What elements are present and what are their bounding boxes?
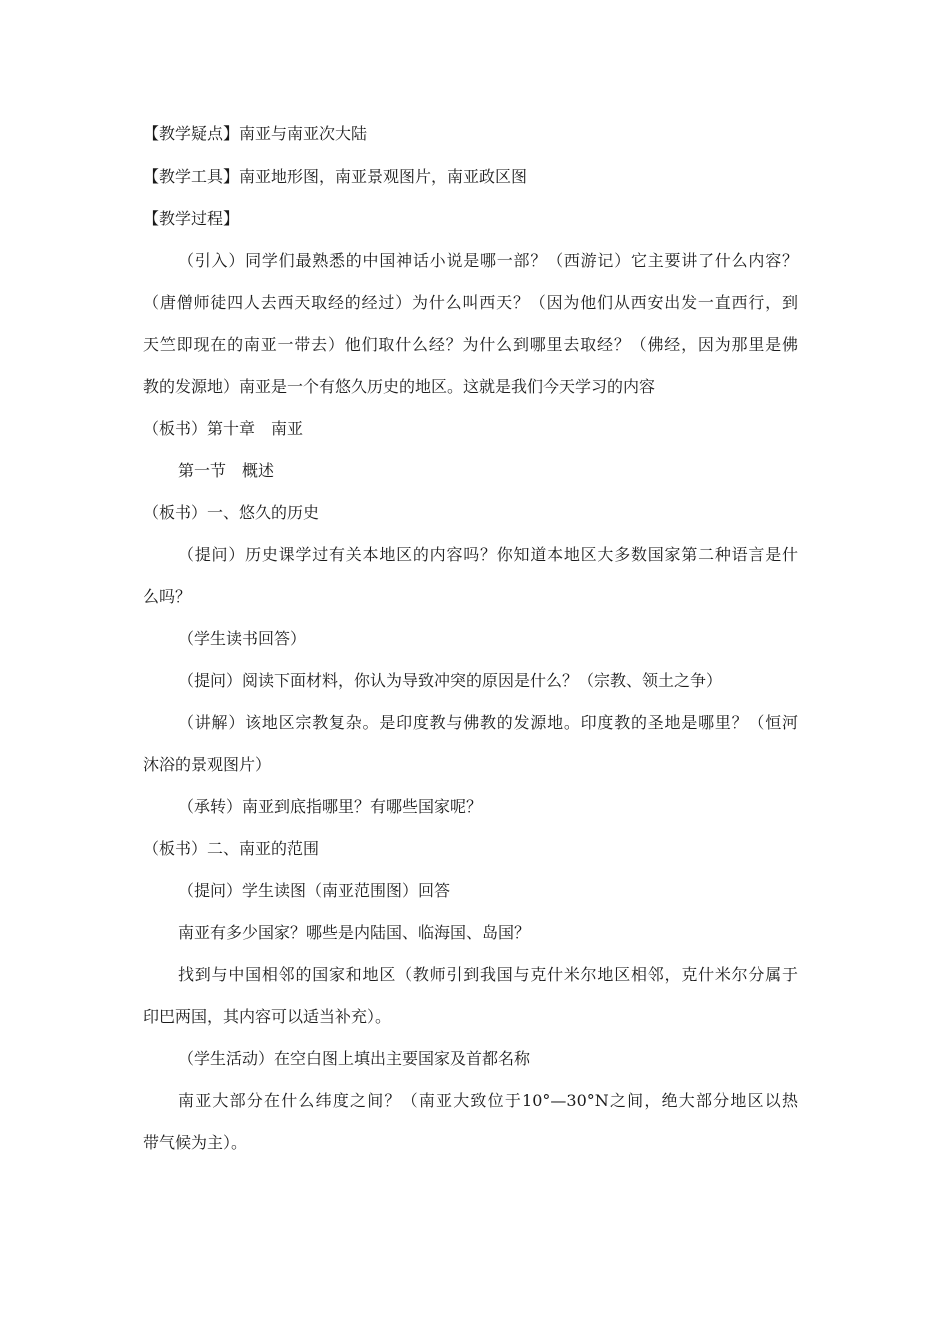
text-line: （提问）学生读图（南亚范围图）回答 [178, 881, 451, 900]
text-line: （板书）一、悠久的历史 [143, 503, 320, 522]
text-line: 【教学过程】 [143, 209, 240, 228]
text-line: 教的发源地）南亚是一个有悠久历史的地区。这就是我们今天学习的内容 [143, 377, 656, 396]
text-line: （学生活动）在空白图上填出主要国家及首都名称 [178, 1049, 531, 1068]
text-line: （学生读书回答） [178, 629, 307, 648]
text-line: （唐僧师徒四人去西天取经的经过）为什么叫西天？（因为他们从西安出发一直西行，到 [143, 293, 798, 312]
text-line: 天竺即现在的南亚一带去）他们取什么经？为什么到哪里去取经？（佛经，因为那里是佛 [143, 335, 798, 354]
text-line: 【教学疑点】南亚与南亚次大陆 [143, 124, 368, 143]
text-line: 南亚大部分在什么纬度之间？（南亚大致位于10°—30°N之间，绝大部分地区以热 [178, 1091, 798, 1110]
text-line: （提问）阅读下面材料，你认为导致冲突的原因是什么？（宗教、领土之争） [178, 671, 723, 690]
text-line: 南亚有多少国家？哪些是内陆国、临海国、岛国？ [178, 923, 531, 942]
text-line: （板书）第十章 南亚 [143, 419, 304, 438]
text-line: 找到与中国相邻的国家和地区（教师引到我国与克什米尔地区相邻，克什米尔分属于 [178, 965, 798, 984]
text-line: 【教学工具】南亚地形图，南亚景观图片，南亚政区图 [143, 167, 528, 186]
text-line: （承转）南亚到底指哪里？有哪些国家呢？ [178, 797, 483, 816]
text-line: （讲解）该地区宗教复杂。是印度教与佛教的发源地。印度教的圣地是哪里？（恒河 [178, 713, 798, 732]
text-line: （提问）历史课学过有关本地区的内容吗？你知道本地区大多数国家第二种语言是什 [178, 545, 798, 564]
text-line: 印巴两国，其内容可以适当补充）。 [143, 1007, 392, 1026]
text-line: （板书）二、南亚的范围 [143, 839, 320, 858]
text-line: 沐浴的景观图片） [143, 755, 272, 774]
text-line: 么吗？ [143, 587, 192, 606]
text-line: （引入）同学们最熟悉的中国神话小说是哪一部？（西游记）它主要讲了什么内容？ [178, 251, 798, 270]
text-line: 带气候为主）。 [143, 1133, 248, 1152]
text-line: 第一节 概述 [178, 461, 275, 480]
